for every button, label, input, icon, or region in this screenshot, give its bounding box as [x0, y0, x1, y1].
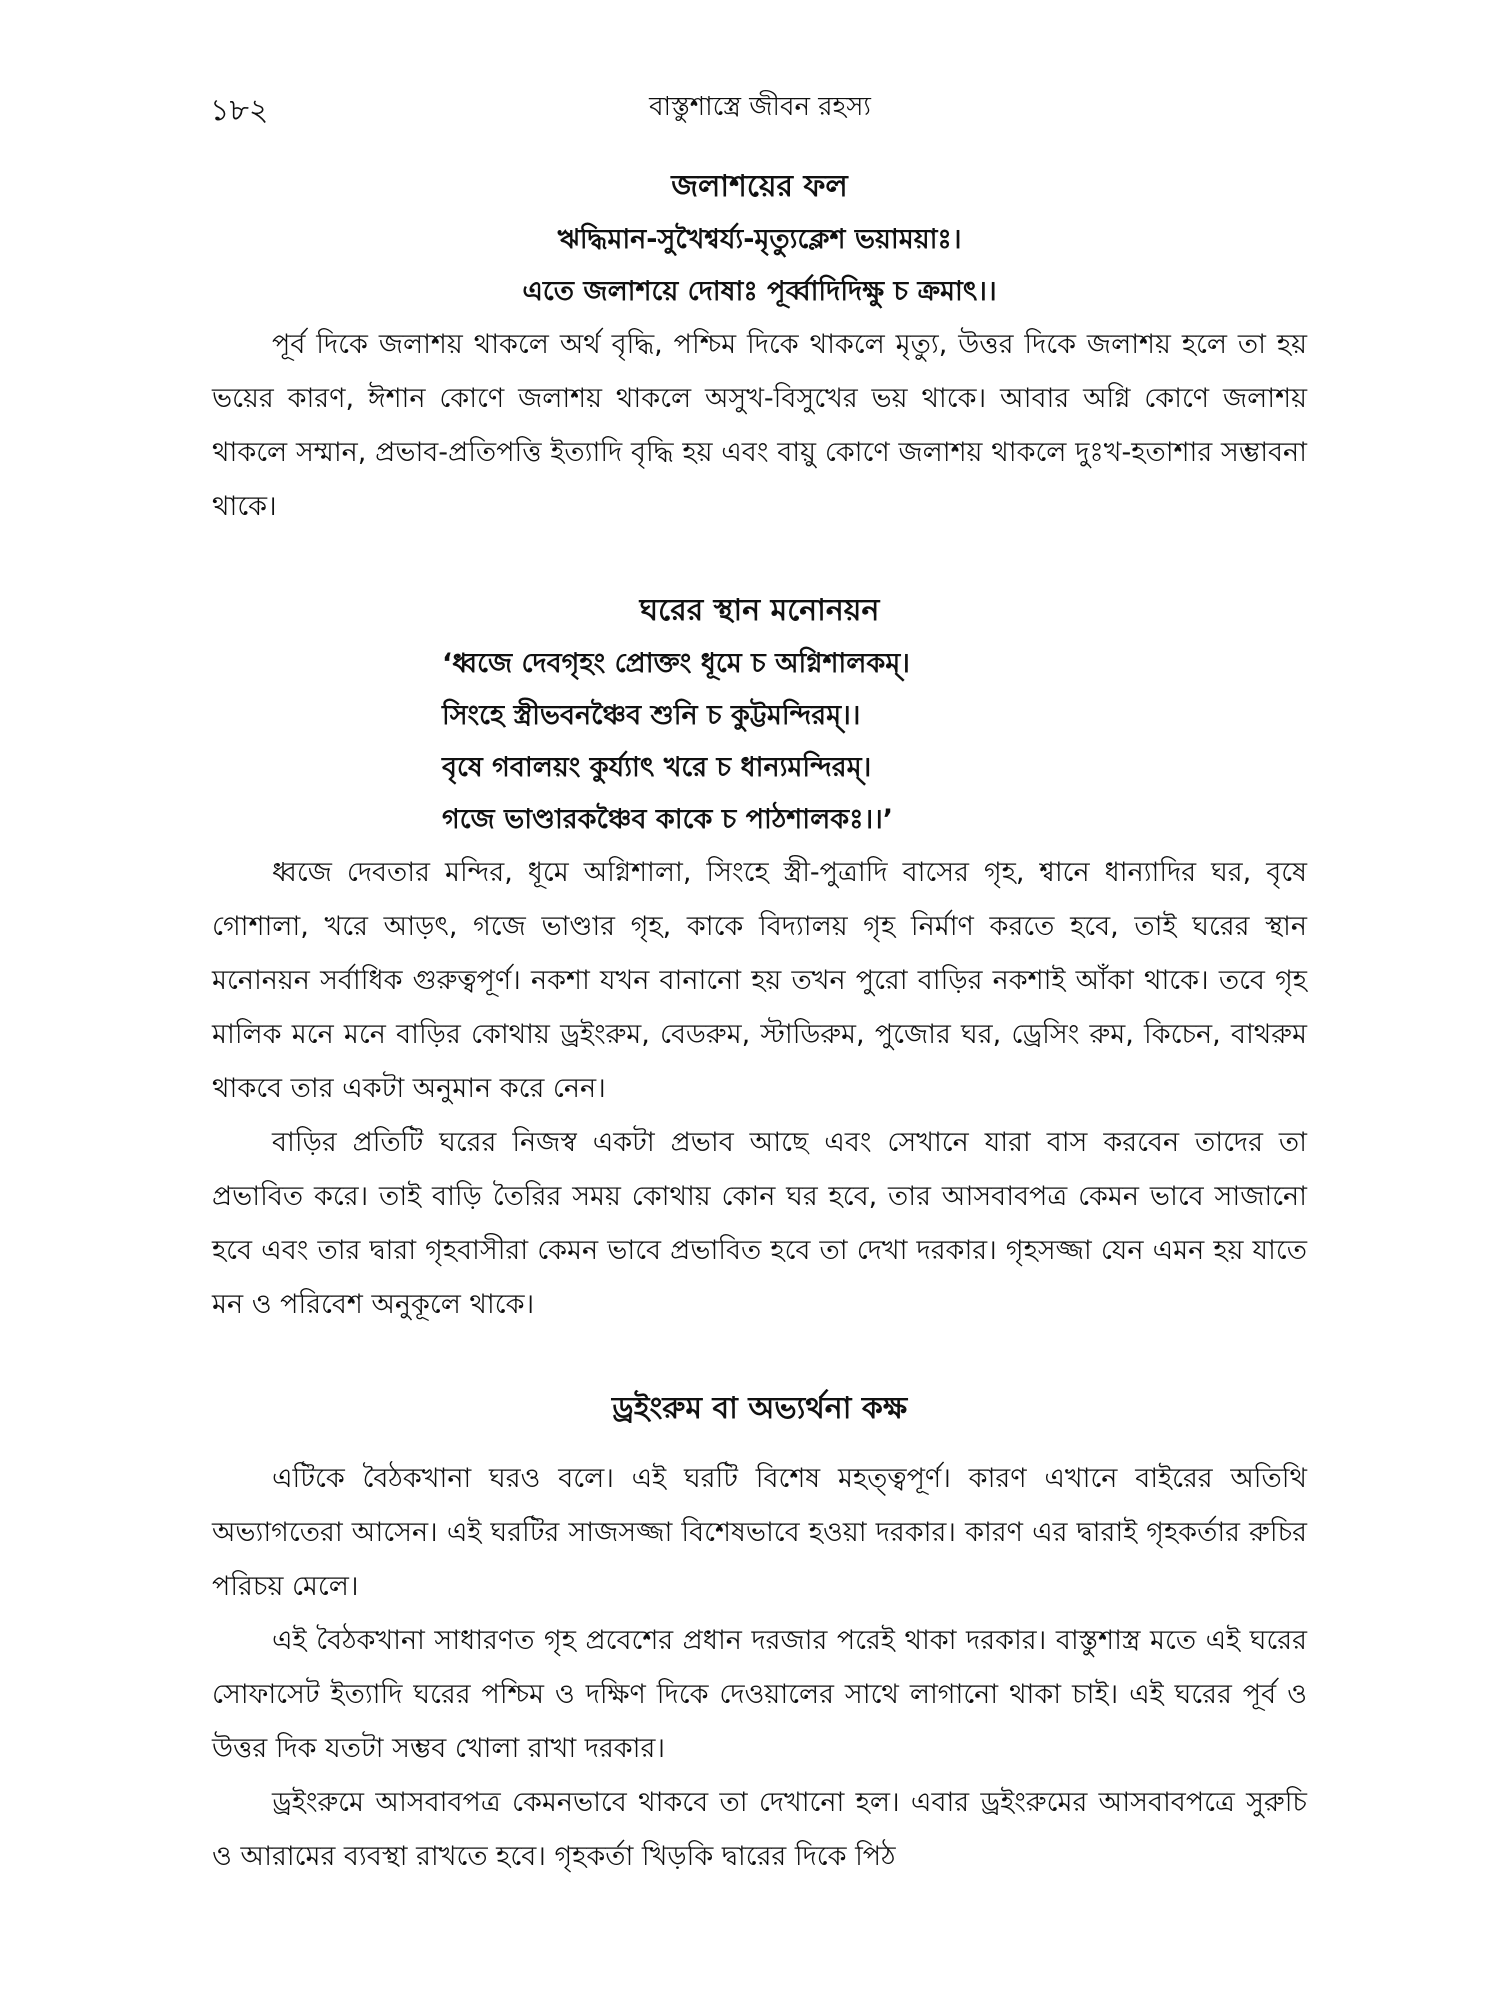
paragraph: এটিকে বৈঠকখানা ঘরও বলে। এই ঘরটি বিশেষ মহত্ত্বপূর্ণ। কারণ এখানে বাইরের অতিথি অভ্যাগতেরা আসেন। এই ঘরটির সাজসজ্জা বিশেষভাবে হওয়া দরকার। কারণ এর দ্বারাই গৃহকর্তার রুচির পরিচয় মেলে।: [212, 1463, 1307, 1602]
paragraph: পূর্ব দিকে জলাশয় থাকলে অর্থ বৃদ্ধি, পশ্চিম দিকে থাকলে মৃত্যু, উত্তর দিকে জলাশয় হলে তা হয় ভয়ের কারণ, ঈশান কোণে জলাশয় থাকলে অসুখ-বিসুখের ভয় থাকে। আবার অগ্নি কোণে জলাশয় থাকলে সম্মান, প্রভাব-প্রতিপত্তি ইত্যাদি বৃদ্ধি হয় এবং বায়ু কোণে জলাশয় থাকলে দুঃখ-হতাশার সম্ভাবনা থাকে।: [212, 329, 1307, 522]
paragraph: ধ্বজে দেবতার মন্দির, ধূমে অগ্নিশালা, সিংহে স্ত্রী-পুত্রাদি বাসের গৃহ, শ্বানে ধান্যাদির ঘর, বৃষে গোশালা, খরে আড়ৎ, গজে ভাণ্ডার গৃহ, কাকে বিদ্যালয় গৃহ নির্মাণ করতে হবে, তাই ঘরের স্থান মনোনয়ন সর্বাধিক গুরুত্বপূর্ণ। নকশা যখন বানানো হয় তখন পুরো বাড়ির নকশাই আঁকা থাকে। তবে গৃহ মালিক মনে মনে বাড়ির কোথায় ড্রইংরুম, বেডরুম, স্টাডিরুম, পুজোর ঘর, ড্রেসিং রুম, কিচেন, বাথরুম থাকবে তার একটা অনুমান করে নেন।: [212, 857, 1307, 1104]
page-number: ১৮২: [210, 93, 269, 128]
paragraph: বাড়ির প্রতিটি ঘরের নিজস্ব একটা প্রভাব আছে এবং সেখানে যারা বাস করবেন তাদের তা প্রভাবিত করে। তাই বাড়ি তৈরির সময় কোথায় কোন ঘর হবে, তার আসবাবপত্র কেমন ভাবে সাজানো হবে এবং তার দ্বারা গৃহবাসীরা কেমন ভাবে প্রভাবিত হবে তা দেখা দরকার। গৃহসজ্জা যেন এমন হয় যাতে মন ও পরিবেশ অনুকূলে থাকে।: [212, 1127, 1307, 1320]
section-heading: ড্রইংরুম বা অভ্যর্থনা কক্ষ: [611, 1391, 908, 1426]
running-title: বাস্তুশাস্ত্রে জীবন রহস্য: [649, 92, 871, 122]
verse-line: এতে জলাশয়ে দোষাঃ পূর্ব্বাদিদিক্ষু চ ক্রমাৎ।।: [522, 276, 997, 307]
section-reservoir: [212, 160, 1307, 534]
section-heading: ঘরের স্থান মনোনয়ন: [639, 593, 880, 628]
page-content: [212, 160, 1307, 1884]
verse-line: গজে ভাণ্ডারকঞ্চৈব কাকে চ পাঠশালকঃ।।’: [442, 804, 894, 835]
section-room-selection: [212, 584, 1307, 1332]
verse-line: বৃষে গবালয়ং কুর্য্যাৎ খরে চ ধান্যমন্দিরম্।: [442, 752, 872, 783]
paragraph: এই বৈঠকখানা সাধারণত গৃহ প্রবেশের প্রধান দরজার পরেই থাকা দরকার। বাস্তুশাস্ত্র মতে এই ঘরের সোফাসেট ইত্যাদি ঘরের পশ্চিম ও দক্ষিণ দিকে দেওয়ালের সাথে লাগানো থাকা চাই। এই ঘরের পূর্ব ও উত্তর দিক যতটা সম্ভব খোলা রাখা দরকার।: [212, 1625, 1307, 1764]
section-drawing-room: [212, 1382, 1307, 1884]
page-header: [210, 86, 1310, 126]
section-heading: জলাশয়ের ফল: [671, 169, 848, 204]
paragraph: ড্রইংরুমে আসবাবপত্র কেমনভাবে থাকবে তা দেখানো হল। এবার ড্রইংরুমের আসবাবপত্রে সুরুচি ও আরামের ব্যবস্থা রাখতে হবে। গৃহকর্তা খিড়কি দ্বারের দিকে পিঠ: [212, 1787, 1307, 1872]
verse-line: ঋদ্ধিমান-সুখৈশ্বর্য্য-মৃত্যুক্লেশ ভয়াময়াঃ।: [557, 224, 962, 255]
verse-line: ‘ধ্বজে দেবগৃহং প্রোক্তং ধূমে চ অগ্নিশালকম্।: [442, 648, 910, 679]
verse-line: সিংহে স্ত্রীভবনঞ্চৈব শুনি চ কুট্টমন্দিরম্।।: [442, 700, 861, 731]
